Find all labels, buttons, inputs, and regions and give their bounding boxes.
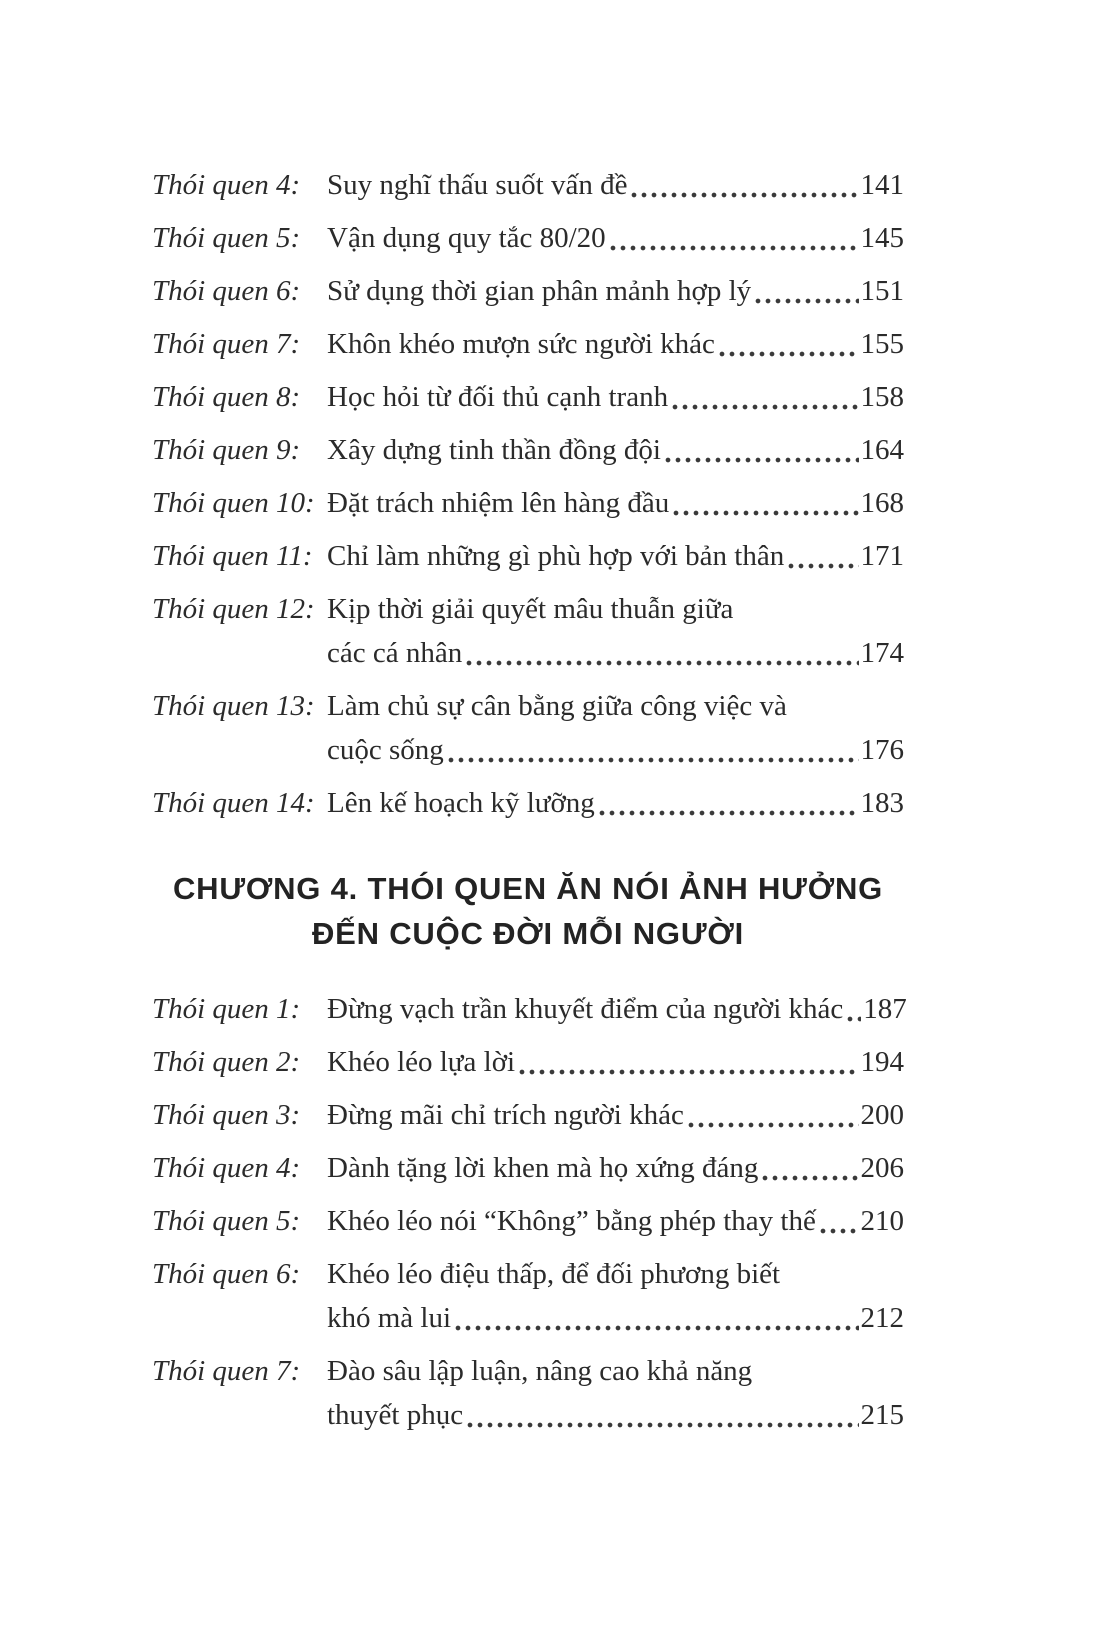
toc-entry-lastline bbox=[327, 1398, 904, 1432]
dot-leader bbox=[467, 1422, 858, 1428]
toc-entry-body bbox=[327, 786, 904, 820]
toc-entry-page: 206 bbox=[860, 1152, 904, 1184]
toc-entry-body bbox=[327, 168, 904, 202]
toc-entry-title: Đừng vạch trần khuyết điểm của người khác bbox=[327, 993, 844, 1025]
toc-entry-label: Thói quen 2: bbox=[152, 1046, 301, 1078]
toc-entry-lastline bbox=[327, 433, 904, 467]
toc-entry-lastline bbox=[327, 1098, 904, 1132]
toc-entry-lastline bbox=[327, 636, 904, 670]
toc-entry bbox=[152, 221, 904, 255]
toc-entry-title: Suy nghĩ thấu suốt vấn đề bbox=[327, 169, 628, 201]
dot-leader bbox=[455, 1325, 858, 1331]
chapter-heading: CHƯƠNG 4. THÓI QUEN ĂN NÓI ẢNH HƯỞNG ĐẾN CUỘC ĐỜI MỖI NGƯỜI bbox=[172, 871, 884, 951]
dot-leader bbox=[673, 510, 858, 516]
toc-entry-body bbox=[327, 1354, 904, 1432]
toc-entry-title: các cá nhân bbox=[327, 637, 463, 669]
toc-entry-title: Chỉ làm những gì phù hợp với bản thân bbox=[327, 540, 785, 572]
dot-leader bbox=[599, 810, 859, 816]
toc-entry-label: Thói quen 8: bbox=[152, 381, 301, 413]
toc-entry-lastline bbox=[327, 992, 907, 1026]
toc-entry-lastline bbox=[327, 380, 904, 414]
toc-entry-title: Khéo léo lựa lời bbox=[327, 1046, 516, 1078]
dot-leader bbox=[755, 298, 858, 304]
toc-entry-lastline bbox=[327, 221, 904, 255]
toc-entry bbox=[152, 1151, 904, 1185]
toc-entry-label: Thói quen 7: bbox=[152, 328, 301, 360]
toc-entry-title: Khôn khéo mượn sức người khác bbox=[327, 328, 715, 360]
toc-entry-label: Thói quen 4: bbox=[152, 1152, 301, 1184]
toc-entry bbox=[152, 274, 904, 308]
toc-entry-lastline bbox=[327, 1204, 904, 1238]
toc-entry-label: Thói quen 4: bbox=[152, 169, 301, 201]
dot-leader bbox=[519, 1069, 858, 1075]
toc-entry-page: 215 bbox=[860, 1399, 904, 1431]
toc-entry-label: Thói quen 7: bbox=[152, 1355, 301, 1387]
toc-entry bbox=[152, 539, 904, 573]
toc-entry-page: 151 bbox=[860, 275, 904, 307]
toc-entry-label: Thói quen 5: bbox=[152, 222, 301, 254]
toc-entry-title: Khéo léo nói “Không” bằng phép thay thế bbox=[327, 1205, 816, 1237]
dot-leader bbox=[788, 563, 858, 569]
toc-entry bbox=[152, 689, 904, 767]
toc-entry-page: 212 bbox=[860, 1302, 904, 1334]
toc-entry-page: 168 bbox=[860, 487, 904, 519]
toc-entry-lastline bbox=[327, 327, 904, 361]
toc-entry-title: cuộc sống bbox=[327, 734, 444, 766]
toc-entry-title-line: Kịp thời giải quyết mâu thuẫn giữa bbox=[327, 593, 734, 625]
toc-entry-body bbox=[327, 1257, 904, 1335]
toc-entry-body bbox=[327, 221, 904, 255]
dot-leader bbox=[665, 457, 859, 463]
dot-leader bbox=[672, 404, 858, 410]
dot-leader bbox=[847, 1016, 861, 1022]
toc-entry-body bbox=[327, 380, 904, 414]
dot-leader bbox=[820, 1228, 859, 1234]
toc-entry bbox=[152, 380, 904, 414]
toc-entry-body bbox=[327, 689, 904, 767]
dot-leader bbox=[719, 351, 859, 357]
toc-entry-label: Thói quen 5: bbox=[152, 1205, 301, 1237]
toc-entry bbox=[152, 433, 904, 467]
toc-entry-lastline bbox=[327, 1151, 904, 1185]
dot-leader bbox=[762, 1175, 858, 1181]
toc-entry-label: Thói quen 12: bbox=[152, 593, 315, 625]
toc-entry-lastline bbox=[327, 1301, 904, 1335]
toc-entry bbox=[152, 1354, 904, 1432]
toc-entry-lastline bbox=[327, 1045, 904, 1079]
toc-entry-label: Thói quen 3: bbox=[152, 1099, 301, 1131]
toc-entry-lastline bbox=[327, 274, 904, 308]
dot-leader bbox=[448, 757, 859, 763]
toc-entry-body bbox=[327, 992, 907, 1026]
toc-entry-label: Thói quen 6: bbox=[152, 1258, 301, 1290]
toc-entry-page: 210 bbox=[860, 1205, 904, 1237]
toc-entry bbox=[152, 1257, 904, 1335]
dot-leader bbox=[688, 1122, 859, 1128]
toc-entry-label: Thói quen 13: bbox=[152, 690, 315, 722]
toc-entry-label: Thói quen 1: bbox=[152, 993, 301, 1025]
toc-entry bbox=[152, 1098, 904, 1132]
toc-entry-page: 155 bbox=[860, 328, 904, 360]
toc-entry-page: 171 bbox=[860, 540, 904, 572]
toc-entry-body bbox=[327, 486, 904, 520]
toc-entry-lastline bbox=[327, 539, 904, 573]
toc-entry-title: Sử dụng thời gian phân mảnh hợp lý bbox=[327, 275, 752, 307]
toc-entry-body bbox=[327, 327, 904, 361]
toc-entry-page: 141 bbox=[860, 169, 904, 201]
toc-entry-page: 176 bbox=[860, 734, 904, 766]
toc-entry-title: Dành tặng lời khen mà họ xứng đáng bbox=[327, 1152, 759, 1184]
toc-entry-body bbox=[327, 539, 904, 573]
toc-entry-label: Thói quen 10: bbox=[152, 487, 315, 519]
dot-leader bbox=[610, 245, 859, 251]
toc-entry-lastline bbox=[327, 786, 904, 820]
dot-leader bbox=[631, 192, 858, 198]
toc-entry-label: Thói quen 14: bbox=[152, 787, 315, 819]
toc-entry-body bbox=[327, 433, 904, 467]
toc-entry-body bbox=[327, 592, 904, 670]
toc-entry bbox=[152, 327, 904, 361]
toc-entry-body bbox=[327, 274, 904, 308]
toc-entry-lastline bbox=[327, 486, 904, 520]
toc-entry-page: 164 bbox=[860, 434, 904, 466]
toc-entry-title: Xây dựng tinh thần đồng đội bbox=[327, 434, 661, 466]
toc-entry-title-line: Làm chủ sự cân bằng giữa công việc và bbox=[327, 690, 787, 722]
toc-entry-lastline bbox=[327, 733, 904, 767]
toc-entry-page: 194 bbox=[860, 1046, 904, 1078]
toc-entry-title: thuyết phục bbox=[327, 1399, 464, 1431]
toc-entry-title: Vận dụng quy tắc 80/20 bbox=[327, 222, 606, 254]
toc-entry bbox=[152, 592, 904, 670]
toc-entry-page: 174 bbox=[860, 637, 904, 669]
toc-entry bbox=[152, 786, 904, 820]
toc-entry bbox=[152, 992, 907, 1026]
toc-entry-page: 145 bbox=[860, 222, 904, 254]
toc-entry-title: Lên kế hoạch kỹ lưỡng bbox=[327, 787, 595, 819]
toc-entry-body bbox=[327, 1045, 904, 1079]
toc-content bbox=[152, 168, 907, 1451]
toc-entry-body bbox=[327, 1098, 904, 1132]
toc-entry-label: Thói quen 11: bbox=[152, 540, 313, 572]
toc-entry-label: Thói quen 9: bbox=[152, 434, 301, 466]
toc-entry bbox=[152, 168, 904, 202]
toc-entry bbox=[152, 1045, 904, 1079]
toc-entry-page: 183 bbox=[860, 787, 904, 819]
toc-entry-body bbox=[327, 1204, 904, 1238]
toc-entry-title-line: Khéo léo điệu thấp, để đối phương biết bbox=[327, 1258, 781, 1290]
toc-entry-body bbox=[327, 1151, 904, 1185]
toc-entry-title-line: Đào sâu lập luận, nâng cao khả năng bbox=[327, 1355, 753, 1387]
toc-entry bbox=[152, 1204, 904, 1238]
toc-entry bbox=[152, 486, 904, 520]
toc-entry-page: 187 bbox=[863, 993, 907, 1025]
toc-entry-title: Đặt trách nhiệm lên hàng đầu bbox=[327, 487, 670, 519]
toc-entry-title: Học hỏi từ đối thủ cạnh tranh bbox=[327, 381, 669, 413]
toc-entry-page: 158 bbox=[860, 381, 904, 413]
toc-entry-title: Đừng mãi chỉ trích người khác bbox=[327, 1099, 684, 1131]
toc-entry-page: 200 bbox=[860, 1099, 904, 1131]
toc-entry-label: Thói quen 6: bbox=[152, 275, 301, 307]
toc-entry-title: khó mà lui bbox=[327, 1302, 452, 1334]
dot-leader bbox=[466, 660, 858, 666]
toc-entry-lastline bbox=[327, 168, 904, 202]
